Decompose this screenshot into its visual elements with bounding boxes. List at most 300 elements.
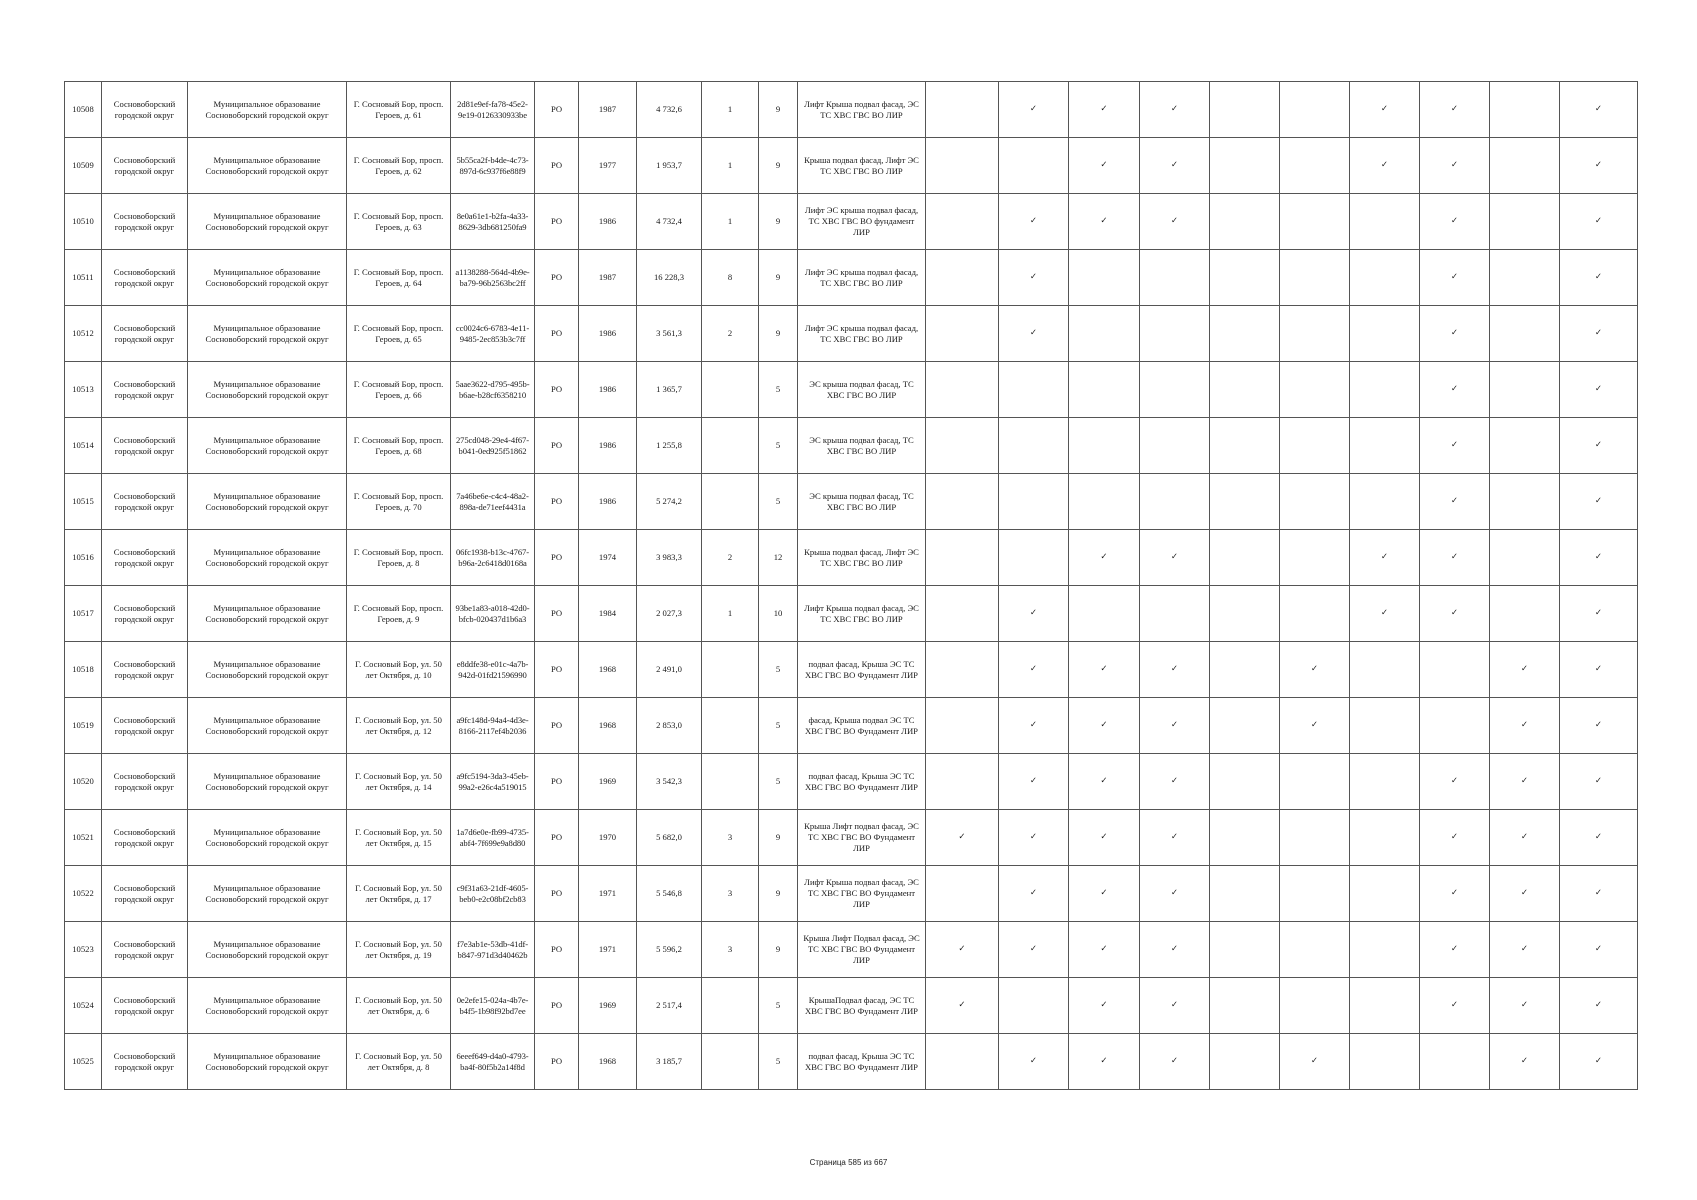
- check-cell: [1490, 194, 1560, 250]
- cell-uuid: a9fc5194-3da3-45eb-99a2-e26c4a519015: [451, 754, 535, 810]
- cell-n1: 3: [702, 922, 759, 978]
- cell-district: Сосновоборский городской округ: [102, 530, 188, 586]
- cell-municipality: Муниципальное образование Сосновоборский городской округ: [188, 306, 347, 362]
- check-mark-icon: ✓: [1170, 552, 1179, 562]
- check-mark-icon: ✓: [1450, 552, 1459, 562]
- cell-floors: 5: [759, 418, 798, 474]
- cell-n1: 2: [702, 530, 759, 586]
- check-cell: [1140, 194, 1210, 250]
- check-cell: [1420, 362, 1490, 418]
- check-cell: [1210, 810, 1280, 866]
- check-cell: [1069, 138, 1140, 194]
- cell-id: 10514: [65, 418, 102, 474]
- check-cell: [1560, 698, 1638, 754]
- check-cell: [926, 586, 999, 642]
- cell-area: 2 853,0: [637, 698, 702, 754]
- cell-works: фасад, Крыша подвал ЭС ТС ХВС ГВС ВО Фундамент ЛИР: [798, 698, 926, 754]
- cell-address: Г. Сосновый Бор, ул. 50 лет Октября, д. 8: [347, 1034, 451, 1090]
- check-cell: [1560, 978, 1638, 1034]
- cell-floors: 5: [759, 474, 798, 530]
- cell-municipality: Муниципальное образование Сосновоборский городской округ: [188, 82, 347, 138]
- check-mark-icon: ✓: [1450, 160, 1459, 170]
- cell-area: 1 365,7: [637, 362, 702, 418]
- check-cell: [1069, 810, 1140, 866]
- check-cell: [1280, 418, 1350, 474]
- check-cell: [1420, 866, 1490, 922]
- check-mark-icon: ✓: [1029, 1056, 1038, 1066]
- cell-floors: 5: [759, 1034, 798, 1090]
- check-cell: [1560, 194, 1638, 250]
- check-mark-icon: ✓: [1170, 160, 1179, 170]
- check-cell: [1069, 642, 1140, 698]
- cell-works: Крыша Лифт подвал фасад, ЭС ТС ХВС ГВС ВО Фундамент ЛИР: [798, 810, 926, 866]
- cell-address: Г. Сосновый Бор, ул. 50 лет Октября, д. 19: [347, 922, 451, 978]
- check-cell: [1210, 250, 1280, 306]
- check-cell: [1420, 250, 1490, 306]
- check-mark-icon: ✓: [1170, 664, 1179, 674]
- check-cell: [1280, 362, 1350, 418]
- cell-district: Сосновоборский городской округ: [102, 922, 188, 978]
- check-cell: [1210, 978, 1280, 1034]
- check-cell: [1069, 530, 1140, 586]
- check-mark-icon: ✓: [1029, 776, 1038, 786]
- check-cell: [926, 362, 999, 418]
- table-row: [65, 362, 1638, 418]
- check-mark-icon: ✓: [958, 832, 966, 842]
- check-mark-icon: ✓: [1100, 720, 1108, 730]
- check-mark-icon: ✓: [1170, 832, 1179, 842]
- check-cell: [1350, 1034, 1420, 1090]
- cell-district: Сосновоборский городской округ: [102, 698, 188, 754]
- cell-fund: РО: [535, 698, 579, 754]
- check-cell: [1420, 474, 1490, 530]
- cell-year: 1986: [579, 418, 637, 474]
- check-cell: [926, 866, 999, 922]
- check-mark-icon: ✓: [1170, 216, 1179, 226]
- check-mark-icon: ✓: [1029, 328, 1038, 338]
- check-cell: [999, 418, 1069, 474]
- check-cell: [1560, 362, 1638, 418]
- check-cell: [1350, 138, 1420, 194]
- cell-works: подвал фасад, Крыша ЭС ТС ХВС ГВС ВО Фундамент ЛИР: [798, 754, 926, 810]
- check-cell: [1490, 530, 1560, 586]
- check-cell: [1420, 698, 1490, 754]
- check-cell: [1350, 418, 1420, 474]
- cell-uuid: 7a46be6e-c4c4-48a2-898a-de71eef4431a: [451, 474, 535, 530]
- check-mark-icon: ✓: [1520, 944, 1529, 954]
- check-mark-icon: ✓: [1594, 832, 1603, 842]
- check-cell: [1280, 194, 1350, 250]
- check-mark-icon: ✓: [1450, 776, 1459, 786]
- check-cell: [1069, 1034, 1140, 1090]
- check-mark-icon: ✓: [1520, 1056, 1529, 1066]
- cell-floors: 9: [759, 922, 798, 978]
- check-cell: [1280, 82, 1350, 138]
- cell-municipality: Муниципальное образование Сосновоборский городской округ: [188, 474, 347, 530]
- check-mark-icon: ✓: [1100, 216, 1108, 226]
- check-mark-icon: ✓: [1594, 888, 1603, 898]
- check-mark-icon: ✓: [1100, 664, 1108, 674]
- check-cell: [1560, 754, 1638, 810]
- table-row: [65, 642, 1638, 698]
- check-cell: [1069, 362, 1140, 418]
- check-mark-icon: ✓: [1029, 888, 1038, 898]
- cell-district: Сосновоборский городской округ: [102, 754, 188, 810]
- cell-fund: РО: [535, 362, 579, 418]
- check-cell: [999, 1034, 1069, 1090]
- cell-address: Г. Сосновый Бор, просп. Героев, д. 9: [347, 586, 451, 642]
- check-cell: [999, 586, 1069, 642]
- check-cell: [1420, 754, 1490, 810]
- cell-municipality: Муниципальное образование Сосновоборский городской округ: [188, 866, 347, 922]
- cell-district: Сосновоборский городской округ: [102, 866, 188, 922]
- check-cell: [1280, 530, 1350, 586]
- cell-n1: 2: [702, 306, 759, 362]
- check-cell: [1490, 642, 1560, 698]
- cell-n1: 8: [702, 250, 759, 306]
- cell-floors: 9: [759, 194, 798, 250]
- check-cell: [999, 810, 1069, 866]
- cell-fund: РО: [535, 138, 579, 194]
- table-row: [65, 530, 1638, 586]
- check-cell: [926, 978, 999, 1034]
- cell-address: Г. Сосновый Бор, просп. Героев, д. 61: [347, 82, 451, 138]
- check-mark-icon: ✓: [1170, 776, 1179, 786]
- cell-id: 10510: [65, 194, 102, 250]
- cell-area: 2 517,4: [637, 978, 702, 1034]
- check-cell: [1140, 978, 1210, 1034]
- check-cell: [1280, 642, 1350, 698]
- check-mark-icon: ✓: [1450, 328, 1459, 338]
- check-mark-icon: ✓: [1594, 104, 1603, 114]
- check-cell: [1350, 194, 1420, 250]
- check-cell: [999, 922, 1069, 978]
- check-mark-icon: ✓: [1100, 832, 1108, 842]
- cell-year: 1986: [579, 194, 637, 250]
- check-mark-icon: ✓: [1594, 1000, 1603, 1010]
- cell-fund: РО: [535, 306, 579, 362]
- cell-id: 10524: [65, 978, 102, 1034]
- cell-year: 1969: [579, 978, 637, 1034]
- cell-uuid: 2d81e9ef-fa78-45e2-9e19-0126330933be: [451, 82, 535, 138]
- cell-address: Г. Сосновый Бор, ул. 50 лет Октября, д. 14: [347, 754, 451, 810]
- check-mark-icon: ✓: [1100, 104, 1108, 114]
- cell-id: 10512: [65, 306, 102, 362]
- cell-year: 1987: [579, 250, 637, 306]
- check-cell: [1560, 866, 1638, 922]
- check-mark-icon: ✓: [1450, 216, 1459, 226]
- check-mark-icon: ✓: [1029, 944, 1038, 954]
- cell-area: 1 255,8: [637, 418, 702, 474]
- check-mark-icon: ✓: [1520, 1000, 1529, 1010]
- check-cell: [1210, 138, 1280, 194]
- check-cell: [1420, 418, 1490, 474]
- check-mark-icon: ✓: [1594, 328, 1603, 338]
- cell-n1: [702, 474, 759, 530]
- check-cell: [1140, 474, 1210, 530]
- check-cell: [1490, 1034, 1560, 1090]
- check-mark-icon: ✓: [1450, 496, 1459, 506]
- cell-id: 10518: [65, 642, 102, 698]
- cell-id: 10508: [65, 82, 102, 138]
- cell-address: Г. Сосновый Бор, просп. Героев, д. 68: [347, 418, 451, 474]
- check-cell: [1350, 642, 1420, 698]
- check-cell: [1280, 306, 1350, 362]
- check-cell: [1560, 306, 1638, 362]
- check-mark-icon: ✓: [1170, 720, 1179, 730]
- cell-id: 10520: [65, 754, 102, 810]
- cell-district: Сосновоборский городской округ: [102, 586, 188, 642]
- cell-fund: РО: [535, 754, 579, 810]
- cell-year: 1974: [579, 530, 637, 586]
- cell-uuid: a1138288-564d-4b9e-ba79-96b2563bc2ff: [451, 250, 535, 306]
- cell-uuid: 5b55ca2f-b4de-4c73-897d-6c937f6e88f9: [451, 138, 535, 194]
- cell-n1: 1: [702, 586, 759, 642]
- check-cell: [1280, 250, 1350, 306]
- table-row: [65, 306, 1638, 362]
- check-cell: [1069, 698, 1140, 754]
- check-cell: [1280, 754, 1350, 810]
- check-mark-icon: ✓: [1100, 1000, 1108, 1010]
- cell-floors: 5: [759, 754, 798, 810]
- cell-municipality: Муниципальное образование Сосновоборский городской округ: [188, 642, 347, 698]
- check-cell: [1420, 1034, 1490, 1090]
- cell-district: Сосновоборский городской округ: [102, 474, 188, 530]
- cell-district: Сосновоборский городской округ: [102, 810, 188, 866]
- check-mark-icon: ✓: [1594, 552, 1603, 562]
- cell-district: Сосновоборский городской округ: [102, 138, 188, 194]
- cell-n1: [702, 1034, 759, 1090]
- check-mark-icon: ✓: [1029, 664, 1038, 674]
- cell-uuid: a9fc148d-94a4-4d3e-8166-2117ef4b2036: [451, 698, 535, 754]
- cell-area: 3 983,3: [637, 530, 702, 586]
- cell-municipality: Муниципальное образование Сосновоборский городской округ: [188, 250, 347, 306]
- cell-works: Лифт Крыша подвал фасад, ЭС ТС ХВС ГВС ВО Фундамент ЛИР: [798, 866, 926, 922]
- check-mark-icon: ✓: [1450, 944, 1459, 954]
- check-cell: [1490, 586, 1560, 642]
- check-cell: [1420, 82, 1490, 138]
- check-cell: [1069, 418, 1140, 474]
- check-cell: [1350, 810, 1420, 866]
- cell-municipality: Муниципальное образование Сосновоборский городской округ: [188, 754, 347, 810]
- cell-uuid: f7e3ab1e-53db-41df-b847-971d3d40462b: [451, 922, 535, 978]
- check-cell: [1490, 866, 1560, 922]
- check-cell: [926, 474, 999, 530]
- check-cell: [1210, 194, 1280, 250]
- cell-n1: 3: [702, 810, 759, 866]
- cell-uuid: cc0024c6-6783-4e11-9485-2ec853b3c7ff: [451, 306, 535, 362]
- check-cell: [1490, 754, 1560, 810]
- check-cell: [1490, 922, 1560, 978]
- cell-n1: 1: [702, 194, 759, 250]
- check-cell: [1140, 82, 1210, 138]
- cell-fund: РО: [535, 1034, 579, 1090]
- check-cell: [1210, 586, 1280, 642]
- cell-works: Крыша подвал фасад, Лифт ЭС ТС ХВС ГВС ВО ЛИР: [798, 138, 926, 194]
- check-cell: [926, 194, 999, 250]
- check-cell: [1140, 306, 1210, 362]
- check-cell: [1069, 754, 1140, 810]
- cell-municipality: Муниципальное образование Сосновоборский городской округ: [188, 922, 347, 978]
- check-mark-icon: ✓: [1594, 1056, 1603, 1066]
- cell-n1: 3: [702, 866, 759, 922]
- check-cell: [926, 82, 999, 138]
- check-cell: [999, 82, 1069, 138]
- cell-id: 10511: [65, 250, 102, 306]
- check-cell: [1140, 586, 1210, 642]
- check-mark-icon: ✓: [1594, 440, 1603, 450]
- check-cell: [1420, 194, 1490, 250]
- check-cell: [1210, 1034, 1280, 1090]
- cell-municipality: Муниципальное образование Сосновоборский городской округ: [188, 586, 347, 642]
- check-cell: [1420, 306, 1490, 362]
- check-cell: [1069, 194, 1140, 250]
- cell-district: Сосновоборский городской округ: [102, 642, 188, 698]
- cell-works: Лифт Крыша подвал фасад, ЭС ТС ХВС ГВС ВО ЛИР: [798, 586, 926, 642]
- table-row: [65, 978, 1638, 1034]
- check-mark-icon: ✓: [1380, 104, 1389, 114]
- check-cell: [926, 922, 999, 978]
- check-mark-icon: ✓: [958, 1000, 966, 1010]
- check-mark-icon: ✓: [1594, 720, 1603, 730]
- check-cell: [1420, 978, 1490, 1034]
- cell-year: 1971: [579, 866, 637, 922]
- check-mark-icon: ✓: [1594, 160, 1603, 170]
- cell-area: 3 561,3: [637, 306, 702, 362]
- check-cell: [1069, 306, 1140, 362]
- check-cell: [1069, 250, 1140, 306]
- check-cell: [1490, 306, 1560, 362]
- check-cell: [926, 418, 999, 474]
- check-cell: [1560, 474, 1638, 530]
- cell-id: 10523: [65, 922, 102, 978]
- check-mark-icon: ✓: [1029, 272, 1038, 282]
- cell-works: ЭС крыша подвал фасад, ТС ХВС ГВС ВО ЛИР: [798, 474, 926, 530]
- cell-municipality: Муниципальное образование Сосновоборский городской округ: [188, 530, 347, 586]
- check-cell: [1490, 978, 1560, 1034]
- check-cell: [1280, 866, 1350, 922]
- cell-fund: РО: [535, 642, 579, 698]
- check-mark-icon: ✓: [1170, 944, 1179, 954]
- cell-district: Сосновоборский городской округ: [102, 306, 188, 362]
- cell-n1: [702, 362, 759, 418]
- cell-area: 3 185,7: [637, 1034, 702, 1090]
- cell-uuid: 8e0a61e1-b2fa-4a33-8629-3db681250fa9: [451, 194, 535, 250]
- cell-fund: РО: [535, 922, 579, 978]
- check-cell: [1140, 642, 1210, 698]
- check-cell: [926, 754, 999, 810]
- check-cell: [1210, 418, 1280, 474]
- page-footer: Страница 585 из 667: [809, 1158, 888, 1167]
- check-mark-icon: ✓: [1100, 1056, 1108, 1066]
- cell-floors: 5: [759, 362, 798, 418]
- check-mark-icon: ✓: [1380, 608, 1389, 618]
- table-row: [65, 754, 1638, 810]
- check-mark-icon: ✓: [1450, 888, 1459, 898]
- cell-id: 10515: [65, 474, 102, 530]
- cell-uuid: 1a7d6e0e-fb99-4735-abf4-7f699e9a8d80: [451, 810, 535, 866]
- check-mark-icon: ✓: [1029, 720, 1038, 730]
- cell-year: 1987: [579, 82, 637, 138]
- check-mark-icon: ✓: [1594, 272, 1603, 282]
- check-cell: [1350, 250, 1420, 306]
- cell-address: Г. Сосновый Бор, просп. Героев, д. 64: [347, 250, 451, 306]
- cell-floors: 5: [759, 978, 798, 1034]
- cell-district: Сосновоборский городской округ: [102, 362, 188, 418]
- check-mark-icon: ✓: [1100, 888, 1108, 898]
- check-mark-icon: ✓: [1029, 216, 1038, 226]
- cell-area: 5 274,2: [637, 474, 702, 530]
- cell-year: 1977: [579, 138, 637, 194]
- cell-year: 1986: [579, 362, 637, 418]
- cell-year: 1986: [579, 474, 637, 530]
- check-cell: [1280, 810, 1350, 866]
- cell-id: 10513: [65, 362, 102, 418]
- check-cell: [1490, 250, 1560, 306]
- cell-address: Г. Сосновый Бор, просп. Героев, д. 66: [347, 362, 451, 418]
- cell-address: Г. Сосновый Бор, ул. 50 лет Октября, д. 12: [347, 698, 451, 754]
- check-mark-icon: ✓: [1594, 944, 1603, 954]
- cell-floors: 9: [759, 138, 798, 194]
- check-cell: [1350, 866, 1420, 922]
- cell-fund: РО: [535, 978, 579, 1034]
- cell-area: 2 491,0: [637, 642, 702, 698]
- cell-year: 1969: [579, 754, 637, 810]
- check-mark-icon: ✓: [1310, 720, 1319, 730]
- check-mark-icon: ✓: [1380, 160, 1389, 170]
- cell-area: 4 732,6: [637, 82, 702, 138]
- cell-address: Г. Сосновый Бор, просп. Героев, д. 63: [347, 194, 451, 250]
- cell-municipality: Муниципальное образование Сосновоборский городской округ: [188, 362, 347, 418]
- cell-area: 1 953,7: [637, 138, 702, 194]
- cell-address: Г. Сосновый Бор, просп. Героев, д. 70: [347, 474, 451, 530]
- cell-year: 1984: [579, 586, 637, 642]
- cell-floors: 5: [759, 698, 798, 754]
- cell-id: 10521: [65, 810, 102, 866]
- cell-uuid: 5aae3622-d795-495b-b6ae-b28cf6358210: [451, 362, 535, 418]
- cell-fund: РО: [535, 866, 579, 922]
- table-row: [65, 866, 1638, 922]
- check-mark-icon: ✓: [1594, 496, 1603, 506]
- check-mark-icon: ✓: [1520, 888, 1529, 898]
- cell-fund: РО: [535, 530, 579, 586]
- cell-area: 3 542,3: [637, 754, 702, 810]
- cell-area: 5 546,8: [637, 866, 702, 922]
- check-cell: [1069, 978, 1140, 1034]
- check-cell: [1280, 978, 1350, 1034]
- check-mark-icon: ✓: [1170, 888, 1179, 898]
- cell-address: Г. Сосновый Бор, ул. 50 лет Октября, д. 6: [347, 978, 451, 1034]
- table-row: [65, 698, 1638, 754]
- cell-municipality: Муниципальное образование Сосновоборский городской округ: [188, 194, 347, 250]
- check-cell: [999, 978, 1069, 1034]
- check-mark-icon: ✓: [1100, 776, 1108, 786]
- check-mark-icon: ✓: [1100, 160, 1108, 170]
- check-cell: [1490, 474, 1560, 530]
- check-cell: [1560, 530, 1638, 586]
- cell-area: 4 732,4: [637, 194, 702, 250]
- cell-fund: РО: [535, 82, 579, 138]
- table-row: [65, 810, 1638, 866]
- check-cell: [1140, 810, 1210, 866]
- cell-uuid: e8ddfe38-e01c-4a7b-942d-01fd21596990: [451, 642, 535, 698]
- cell-area: 5 682,0: [637, 810, 702, 866]
- cell-uuid: c9f31a63-21df-4605-beb0-e2c08bf2cb83: [451, 866, 535, 922]
- check-cell: [1350, 586, 1420, 642]
- cell-municipality: Муниципальное образование Сосновоборский городской округ: [188, 978, 347, 1034]
- check-mark-icon: ✓: [1594, 664, 1603, 674]
- cell-fund: РО: [535, 194, 579, 250]
